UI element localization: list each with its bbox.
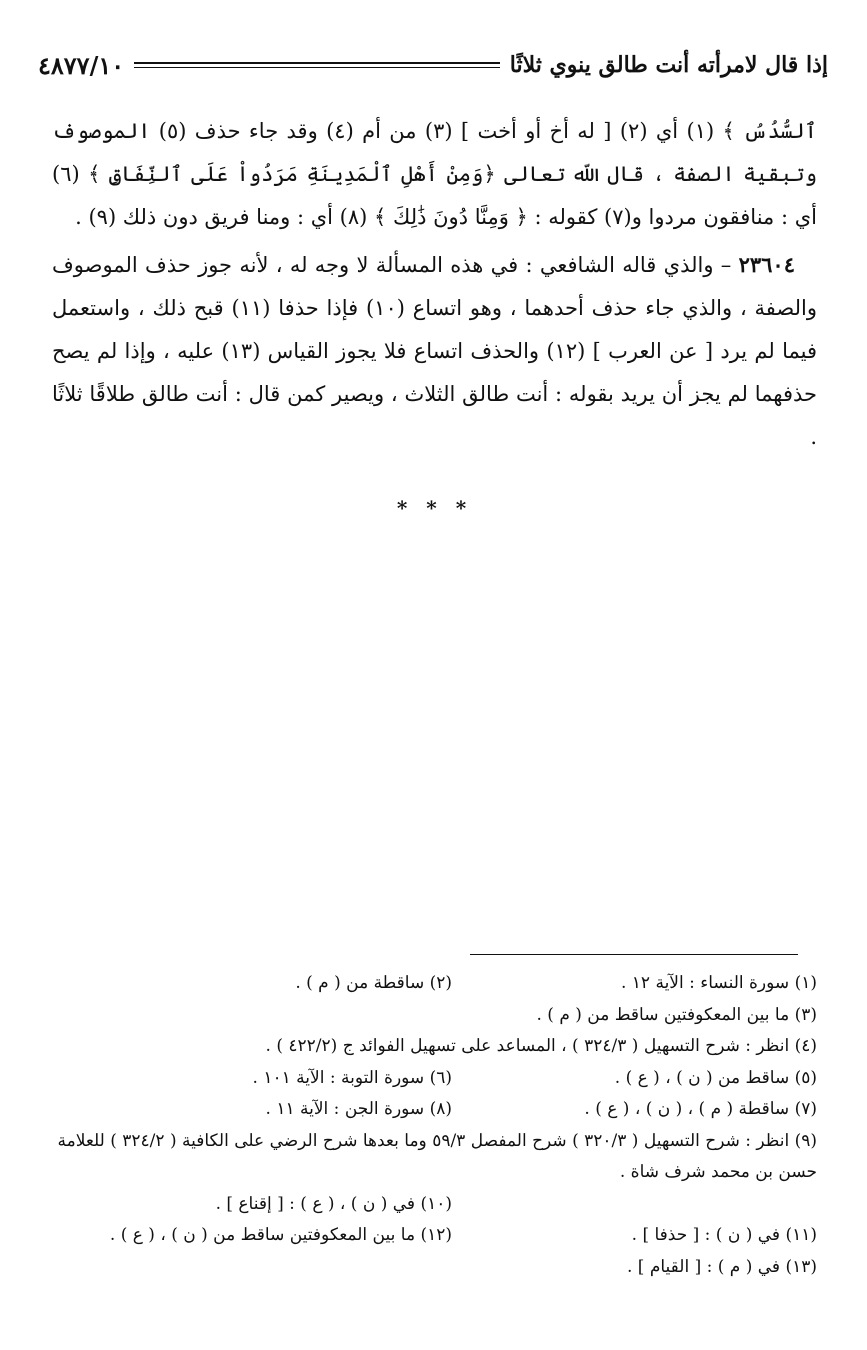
footnote-5: (٥) ساقط من ( ن ) ، ( ع ) . — [614, 1067, 817, 1088]
header-title: إذا قال لامرأته أنت طالق ينوي ثلاثًا — [509, 52, 828, 78]
footnote-row — [52, 1189, 817, 1221]
paragraph-2-text: – والذي قاله الشافعي : في هذه المسألة لا وجه له ، لأنه جوز حذف الموصوف والصفة ، والذي جاء حذف أحدهما ، وهو اتساع (١٠) فإذا حذفا (١١) قبح ذلك ، واستعمل فيما لم يرد [ عن العرب ] (١٢) والحذف اتساع فلا يجوز القياس (١٣) عليه ، وإذا لم يصح حذفهما لم يجز أن يريد بقوله : أنت طالق الثلاث ، ويصير كمن قال : أنت طالق طلاقًا ثلاثًا . — [52, 253, 818, 449]
section-separator: * * * — [396, 496, 473, 520]
footnote-7: (٧) ساقطة ( م ) ، ( ن ) ، ( ع ) . — [584, 1099, 817, 1119]
footnote-row — [52, 968, 817, 1000]
paragraph-2 — [52, 243, 817, 459]
footnote-3: (٣) ما بين المعكوفتين ساقط من ( م ) . — [536, 1004, 817, 1025]
footnote-10-spacer — [452, 1189, 817, 1221]
footnote-1: (١) سورة النساء : الآية ١٢ . — [620, 973, 817, 993]
footnote-10: (١٠) في ( ن ) ، ( ع ) : [ إقناع ] . — [215, 1193, 452, 1214]
footnote-row — [52, 1063, 817, 1095]
main-text — [52, 110, 817, 530]
footnote-8: (٨) سورة الجن : الآية ١١ . — [265, 1099, 452, 1119]
page-number: ٤٨٧٧/١٠ — [38, 50, 125, 80]
header-rule — [134, 62, 500, 68]
paragraph-number: ٢٣٦٠٤ — [738, 252, 795, 277]
footnote-4: (٤) انظر : شرح التسهيل ( ٣٢٤/٣ ) ، المساعد على تسهيل الفوائد ج (٤٢٢/٢ ) . — [265, 1036, 817, 1056]
footnote-9: (٩) انظر : شرح التسهيل ( ٣٢٠/٣ ) شرح المفصل ٥٩/٣ وما بعدها شرح الرضي على الكافية ( ٣٢٤/٢ ) للعلامة حسن بن محمد شرف شاة . — [57, 1130, 817, 1182]
footnote-12: (١٢) ما بين المعكوفتين ساقط من ( ن ) ، ( ع ) . — [109, 1225, 452, 1245]
footnote-divider — [470, 954, 798, 955]
footnote-13: (١٣) في ( م ) : [ القيام ] . — [627, 1256, 817, 1277]
footnote-6: (٦) سورة التوبة : الآية ١٠١ . — [252, 1067, 452, 1088]
paragraph-1: ٱلسُّدُسُ ﴾ (١) أي (٢) [ له أخ أو أخت ] (٣) من أم (٤) وقد جاء حذف (٥) الموصوف وتبقية الصفة ، قال اللّه تعالى ﴿وَمِنْ أَهْلِ ٱلْمَدِينَةِ مَرَدُواْ عَلَى ٱلنِّفَاقِ ﴾ (٦) أي : منافقون مردوا و(٧) كقوله : ﴿ وَمِنَّا دُونَ ذَٰلِكَ ﴾ (٨) أي : ومنا فريق دون ذلك (٩) . — [52, 119, 817, 229]
footnotes — [52, 968, 817, 1283]
footnote-2: (٢) ساقطة من ( م ) . — [295, 973, 452, 993]
footnote-11: (١١) في ( ن ) : [ حذفا ] . — [631, 1225, 817, 1245]
footnote-row — [52, 1220, 817, 1252]
footnote-row — [52, 1094, 817, 1126]
running-header — [38, 44, 828, 86]
